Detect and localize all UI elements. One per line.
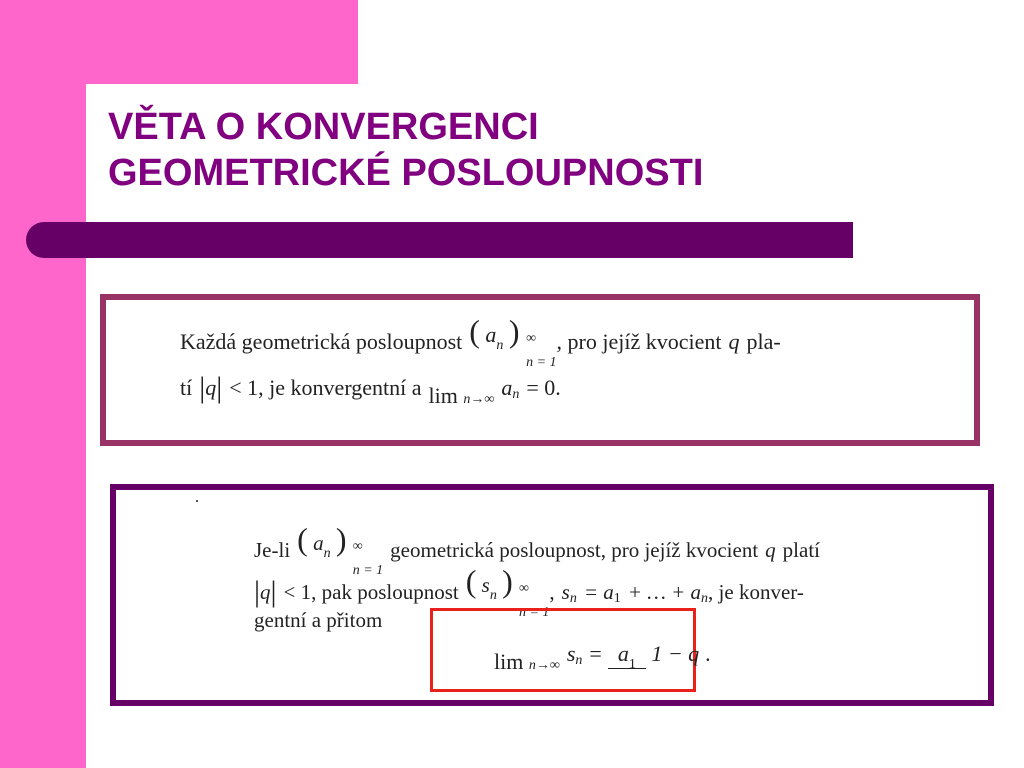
t2-num-var: a	[617, 641, 629, 666]
t1-seq-sup: ∞	[526, 330, 537, 346]
theorem-1-line-2	[180, 368, 561, 408]
t1-text-e: < 1, je konvergentní a	[229, 375, 422, 400]
t1-seq-index: n	[496, 337, 504, 353]
t2-a1-sub: 1	[613, 591, 621, 606]
t1-lim-index: n	[512, 387, 520, 402]
t2-end-dot: .	[705, 641, 711, 666]
t2-sequence	[297, 520, 384, 578]
t2-lim-index: n	[575, 653, 583, 668]
t2-seq-var: a	[313, 530, 324, 555]
paren-open: (	[469, 312, 480, 349]
scan-dot	[196, 500, 198, 502]
t2-lim-var: s	[566, 641, 576, 666]
paren-close: )	[502, 562, 513, 599]
page-title	[108, 104, 703, 196]
t1-lim-sub: n→∞	[463, 392, 495, 407]
t2-sn-var: s	[561, 579, 570, 604]
t1-text-c: pla-	[746, 329, 781, 354]
t2-fraction	[608, 641, 700, 672]
t2-seq-index: n	[323, 545, 331, 561]
t2-equals: =	[589, 641, 602, 666]
t1-sequence	[469, 312, 557, 370]
t2-text-g: gentní a přitom	[254, 607, 383, 632]
theorem-1-line-1	[180, 312, 781, 370]
t1-abs-close: |	[216, 371, 223, 404]
t2-text-e: ,	[549, 579, 555, 604]
paren-close: )	[335, 520, 347, 557]
theorem-2-line-3	[254, 600, 382, 640]
t2-text-c: platí	[782, 537, 820, 562]
t2-text-f: , je konver-	[708, 579, 804, 604]
t2-an-index: n	[701, 591, 709, 606]
title-divider-bar	[26, 222, 853, 258]
t2-abs-close: |	[270, 575, 277, 608]
t1-limit	[429, 385, 495, 407]
t2-limit-formula	[494, 626, 711, 682]
t2-text-d: < 1, pak posloupnost	[283, 579, 459, 604]
t1-text-b: , pro jejíž kvocient	[556, 329, 722, 354]
t2-plus-dots: + … + a	[627, 579, 702, 604]
paren-open: (	[297, 520, 308, 557]
t2-frac-denominator: 1 − q	[651, 641, 700, 666]
t1-lim-var: a	[501, 375, 513, 400]
t2-frac-numerator	[608, 641, 646, 672]
t1-q: q	[728, 329, 740, 354]
page-title-line-2: GEOMETRICKÉ POSLOUPNOSTI	[108, 152, 704, 194]
t2-text-a: Je-li	[254, 537, 291, 562]
t2-limit	[494, 651, 560, 673]
t2-seq2-var: s	[481, 572, 490, 597]
t2-abs-open: |	[254, 575, 261, 608]
t2-num-sub: 1	[628, 657, 636, 672]
t1-text-a: Každá geometrická posloupnost	[180, 329, 463, 354]
t1-text-d: tí	[180, 375, 193, 400]
t2-sn-index: n	[569, 591, 577, 606]
page-title-line-1: VĚTA O KONVERGENCI	[108, 106, 539, 148]
t2-seq2-sup: ∞	[518, 580, 529, 596]
decor-pink-top	[0, 0, 358, 84]
t2-seq-sup: ∞	[352, 538, 363, 554]
t2-lim-sub: n→∞	[528, 658, 560, 673]
paren-open: (	[465, 562, 477, 599]
paren-close: )	[508, 312, 520, 349]
t2-text-b: geometrická posloupnost, pro jejíž kvocient	[390, 537, 759, 562]
t1-abs-open: |	[199, 371, 206, 404]
t2-sn-eq: = a	[583, 579, 614, 604]
t1-text-f: = 0.	[526, 375, 561, 400]
t2-abs-q: q	[260, 579, 271, 604]
t1-lim-word: lim	[428, 383, 458, 408]
decor-pink-sidebar	[0, 0, 86, 768]
t2-seq2-index: n	[489, 587, 497, 603]
t2-q: q	[765, 537, 776, 562]
t1-abs-q: q	[205, 375, 217, 400]
t2-seq2-sub: n = 1	[518, 604, 550, 620]
t1-seq-scripts	[526, 332, 556, 370]
t2-lim-word: lim	[494, 649, 524, 674]
t2-seq-sub: n = 1	[352, 562, 384, 578]
t1-seq-var: a	[485, 321, 497, 347]
t1-seq-sub: n = 1	[526, 354, 557, 370]
